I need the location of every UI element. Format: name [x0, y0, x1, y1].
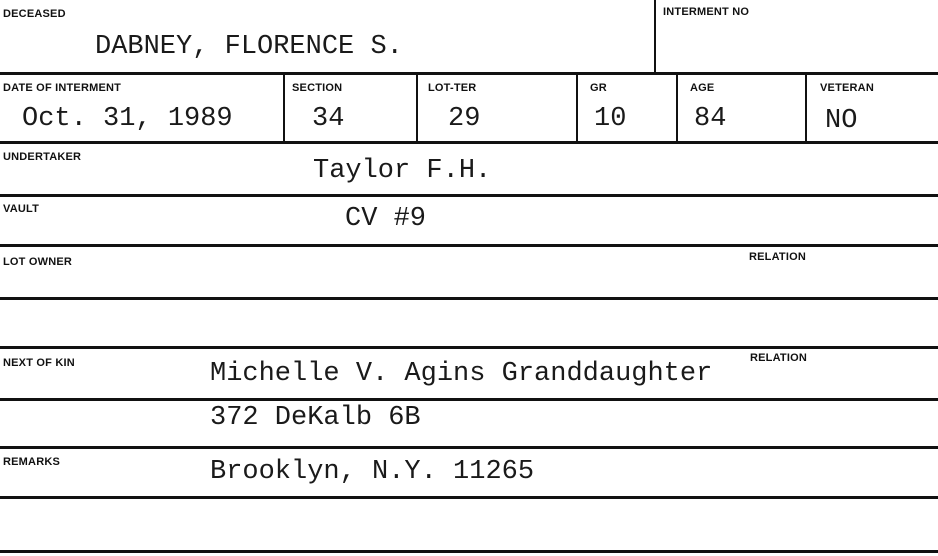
age-label: AGE — [690, 82, 715, 94]
section-divider — [283, 74, 285, 142]
gr-divider — [576, 74, 578, 142]
deceased-label: DECEASED — [3, 8, 66, 20]
rule-7 — [0, 398, 938, 401]
rule-5 — [0, 297, 938, 300]
lot-label: LOT-TER — [428, 82, 477, 94]
rule-6 — [0, 346, 938, 349]
date-label: DATE OF INTERMENT — [3, 82, 122, 94]
date-value: Oct. 31, 1989 — [22, 104, 233, 134]
lot-value: 29 — [448, 104, 481, 134]
address-line-1: 372 DeKalb 6B — [210, 403, 421, 433]
vault-value: CV #9 — [345, 204, 427, 234]
rule-8 — [0, 446, 938, 449]
address-line-2: Brooklyn, N.Y. 11265 — [210, 457, 535, 487]
veteran-value: NO — [825, 106, 858, 136]
lot-owner-label: LOT OWNER — [3, 256, 73, 268]
rule-1 — [0, 72, 938, 75]
lot-divider — [416, 74, 418, 142]
deceased-value: DABNEY, FLORENCE S. — [95, 32, 403, 62]
rule-4 — [0, 244, 938, 247]
veteran-label: VETERAN — [820, 82, 874, 94]
undertaker-value: Taylor F.H. — [313, 156, 492, 186]
rule-2 — [0, 141, 938, 144]
rule-3 — [0, 194, 938, 197]
remarks-label: REMARKS — [3, 456, 61, 468]
interment-no-label: INTERMENT NO — [663, 6, 750, 18]
gr-value: 10 — [594, 104, 627, 134]
rule-9 — [0, 496, 938, 499]
section-value: 34 — [312, 104, 345, 134]
section-label: SECTION — [292, 82, 343, 94]
undertaker-label: UNDERTAKER — [3, 151, 82, 163]
veteran-divider — [805, 74, 807, 142]
interment-divider — [654, 0, 656, 74]
next-of-kin-relation-label: RELATION — [750, 352, 808, 364]
lot-owner-relation-label: RELATION — [749, 251, 807, 263]
next-of-kin-label: NEXT OF KIN — [3, 357, 75, 369]
age-value: 84 — [694, 104, 727, 134]
rule-10 — [0, 550, 938, 553]
age-divider — [676, 74, 678, 142]
vault-label: VAULT — [3, 203, 40, 215]
next-of-kin-value: Michelle V. Agins Granddaughter — [210, 359, 713, 389]
gr-label: GR — [590, 82, 607, 94]
